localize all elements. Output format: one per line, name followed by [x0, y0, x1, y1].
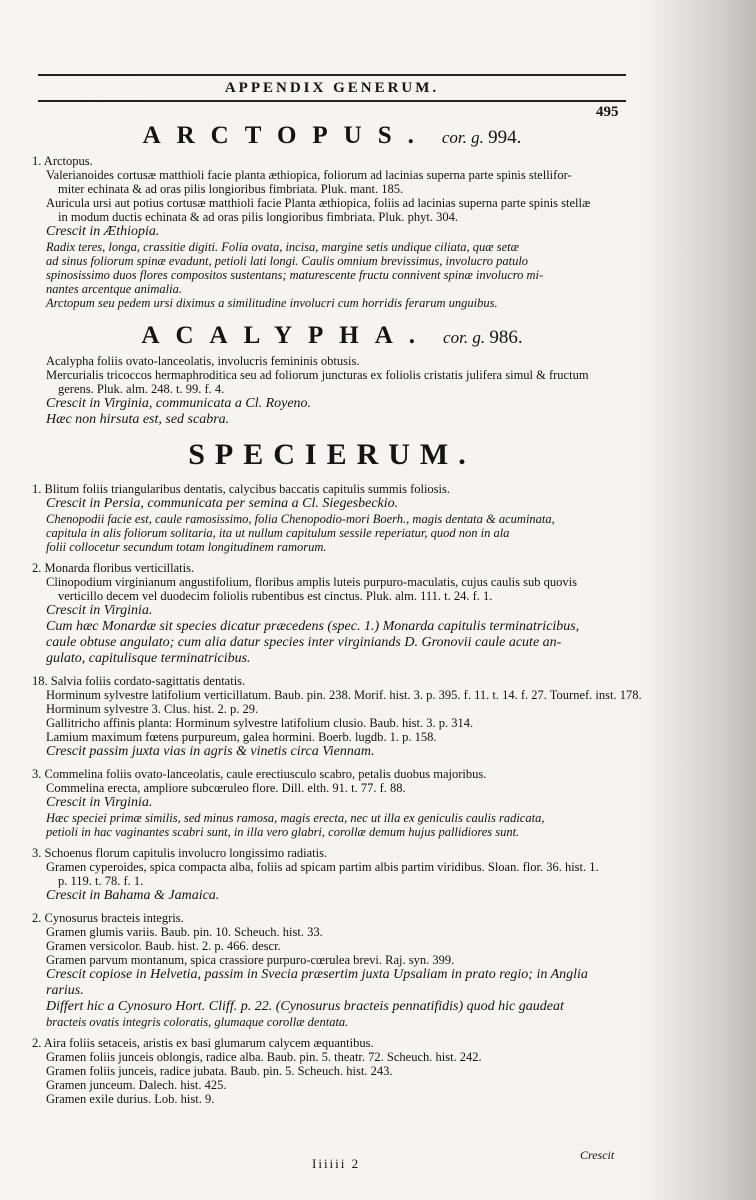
header-rule-bottom: [38, 100, 626, 102]
genus-ref-number: 994.: [488, 127, 522, 148]
genus-heading-acalypha: [32, 322, 632, 350]
text-line: Gramen foliis junceis, radice jubata. Baub. pin. 5. Scheuch. hist. 243.: [46, 1064, 393, 1078]
spacer: [32, 554, 632, 561]
text-line: Valerianoides cortusæ matthioli facie planta æthiopica, foliorum ad lacinias superna parte spinis stellifor-: [46, 168, 572, 182]
text-line: Crescit in Virginia, communicata a Cl. Royeno.: [46, 396, 312, 411]
spacer: [32, 904, 632, 911]
text-line: Commelina erecta, ampliore subcœruleo flore. Dill. elth. 91. t. 77. f. 88.: [46, 781, 406, 795]
text-line: Mercurialis tricoccos hermaphroditica seu ad foliorum juncturas ex foliolis cristatis julifera simul & fructum: [46, 368, 589, 382]
text-line: in modum ductis echinata & ad oras pilis longioribus fimbriata. Pluk. phyt. 304.: [58, 210, 458, 224]
page-content: [32, 116, 642, 1106]
arctopus-entry: [32, 154, 632, 310]
text-line: Auricula ursi aut potius cortusæ matthioli facie Planta æthiopica, foliis ad lacinias superna parte spinis stellæ: [46, 196, 591, 210]
spacer: [32, 839, 632, 846]
text-line: Differt hic a Cynosuro Hort. Cliff. p. 22. (Cynosurus bracteis pennatifidis) quod hic gaudeat: [46, 999, 564, 1014]
text-line: folii collocetur secundum totam longitudinem ramorum.: [46, 540, 327, 554]
text-line: verticillo decem vel duodecim foliolis rubentibus est cinctus. Pluk. alm. 111. t. 24. f. 1.: [58, 589, 493, 603]
text-line: spinosissimo duos flores compositos sustentans; maturescente fructu connivent spinæ involucro mi-: [46, 268, 544, 282]
text-line: Crescit copiose in Helvetia, passim in Svecia præsertim juxta Upsaliam in prato regio; in Anglia: [46, 967, 588, 982]
text-line: petioli in hac vaginantes scabri sunt, in illa vero glabri, corollæ demum hujus pallidiores sunt.: [46, 825, 520, 839]
catchword: Crescit: [580, 1148, 615, 1162]
text-line: Arctopum seu pedem ursi diximus a similitudine involucri cum horridis ferarum unguibus.: [46, 296, 498, 310]
signature-mark: Iiiiii 2: [312, 1156, 361, 1171]
text-line: Crescit passim juxta vias in agris & vinetis circa Viennam.: [46, 744, 375, 759]
entry-heading-line: 2. Monarda floribus verticillatis.: [32, 561, 195, 575]
text-line: Chenopodii facie est, caule ramosissimo, folia Chenopodio-mori Boerh., magis dentata & acuminata,: [46, 512, 555, 526]
page-number: 495: [596, 104, 619, 120]
text-line: Crescit in Bahama & Jamaica.: [46, 888, 220, 903]
entry-heading-line: 2. Aira foliis setaceis, aristis ex basi glumarum calycem æquantibus.: [32, 1036, 374, 1050]
genus-reference: [442, 128, 522, 147]
section-title: SPECIERUM.: [188, 438, 476, 471]
spacer: [32, 667, 632, 674]
text-line: Gramen versicolor. Baub. hist. 2. p. 466. descr.: [46, 939, 281, 953]
text-line: Crescit in Virginia.: [46, 603, 153, 618]
text-line: caule obtuse angulato; cum alia datur species inter virginiands D. Gronovii caule acute an-: [46, 635, 562, 650]
text-line: Gallitricho affinis planta: Horminum sylvestre latifolium clusio. Baub. hist. 3. p. 314.: [46, 716, 474, 730]
text-line: Cum hæc Monardæ sit species dicatur præcedens (spec. 1.) Monarda capitulis terminatricibus,: [46, 619, 580, 634]
text-line: Gramen foliis junceis oblongis, radice alba. Baub. pin. 5. theatr. 72. Scheuch. hist. 242.: [46, 1050, 482, 1064]
species-list: [32, 482, 642, 1106]
entry-heading-line: 3. Schoenus florum capitulis involucro longissimo radiatis.: [32, 846, 328, 860]
acalypha-entry: [32, 354, 632, 428]
text-line: Acalypha foliis ovato-lanceolatis, involucris femininis obtusis.: [46, 354, 360, 368]
spacer: [32, 1029, 632, 1036]
text-line: Gramen glumis variis. Baub. pin. 10. Scheuch. hist. 33.: [46, 925, 323, 939]
text-line: bracteis ovatis integris coloratis, glumaque corollæ dentata.: [46, 1015, 349, 1029]
text-line: ad sinus foliorum spinæ evadunt, petioli lati longi. Caulis omnium brevissimus, involucro patulo: [46, 254, 529, 268]
entry-heading-line: 3. Commelina foliis ovato-lanceolatis, caule erectiusculo scabro, petalis duobus majoribus.: [32, 767, 487, 781]
entry-heading-line: 2. Cynosurus bracteis integris.: [32, 911, 184, 925]
text-line: Crescit in Virginia.: [46, 795, 153, 810]
text-line: Gramen cyperoides, spica compacta alba, foliis ad spicam partim albis partim viridibus. Sloan. flor. 36. hist. 1.: [46, 860, 599, 874]
text-line: Horminum sylvestre latifolium verticillatum. Baub. pin. 238. Morif. hist. 3. p. 395. f. 11. t. 14. f. 27. Tournef. inst. 178.: [46, 688, 642, 702]
genus-name: ACALYPHA.: [141, 322, 432, 349]
text-line: Clinopodium virginianum angustifolium, floribus amplis luteis purpuro-maculatis, cujus caulis sub quovis: [46, 575, 577, 589]
spacer: [32, 760, 632, 767]
text-line: miter echinata & ad oras pilis longioribus fimbriata. Pluk. mant. 185.: [58, 182, 404, 196]
genus-ref-label: cor. g.: [443, 328, 486, 347]
entry-heading-line: 18. Salvia foliis cordato-sagittatis dentatis.: [32, 674, 246, 688]
text-line: Gramen parvum montanum, spica crassiore purpuro-cœrulea brevi. Raj. syn. 399.: [46, 953, 455, 967]
header-rule-top: [38, 74, 626, 76]
text-line: Crescit in Persia, communicata per semina a Cl. Siegesbeckio.: [46, 496, 399, 511]
text-line: Gramen exile durius. Lob. hist. 9.: [46, 1092, 215, 1106]
text-line: Gramen junceum. Dalech. hist. 425.: [46, 1078, 227, 1092]
text-line: Radix teres, longa, crassitie digiti. Folia ovata, incisa, margine setis undique ciliata, quæ setæ: [46, 240, 519, 254]
entry-heading-line: 1. Arctopus.: [32, 154, 93, 168]
genus-ref-number: 986.: [489, 327, 523, 348]
text-line: gerens. Pluk. alm. 248. t. 99. f. 4.: [58, 382, 225, 396]
genus-ref-label: cor. g.: [441, 128, 484, 147]
text-line: capitula in alis foliorum solitaria, ita ut nullum capitulum sessile reperiatur, quod non in ala: [46, 526, 510, 540]
text-line: Lamium maximum fœtens purpureum, galea hormini. Boerb. lugdb. 1. p. 158.: [46, 730, 437, 744]
genus-name: ARCTOPUS.: [142, 122, 430, 149]
running-head: APPENDIX GENERUM.: [224, 80, 440, 96]
genus-reference: [443, 328, 523, 347]
text-line: p. 119. t. 78. f. 1.: [58, 874, 144, 888]
text-line: Crescit in Æthiopia.: [46, 224, 160, 239]
text-line: Hæc speciei primæ similis, sed minus ramosa, magis erecta, nec ut illa ex geniculis caulis radicata,: [46, 811, 545, 825]
entry-heading-line: 1. Blitum foliis triangularibus dentatis, calycibus baccatis capitulis summis foliosis.: [32, 482, 450, 496]
text-line: rarius.: [46, 983, 84, 998]
text-line: nantes arcentque animalia.: [46, 282, 182, 296]
genus-heading-arctopus: [32, 122, 632, 150]
text-line: gulato, capitulisque terminatricibus.: [46, 651, 251, 666]
text-line: Hæc non hirsuta est, sed scabra.: [46, 412, 230, 427]
text-line: Horminum sylvestre 3. Clus. hist. 2. p. 29.: [46, 702, 259, 716]
